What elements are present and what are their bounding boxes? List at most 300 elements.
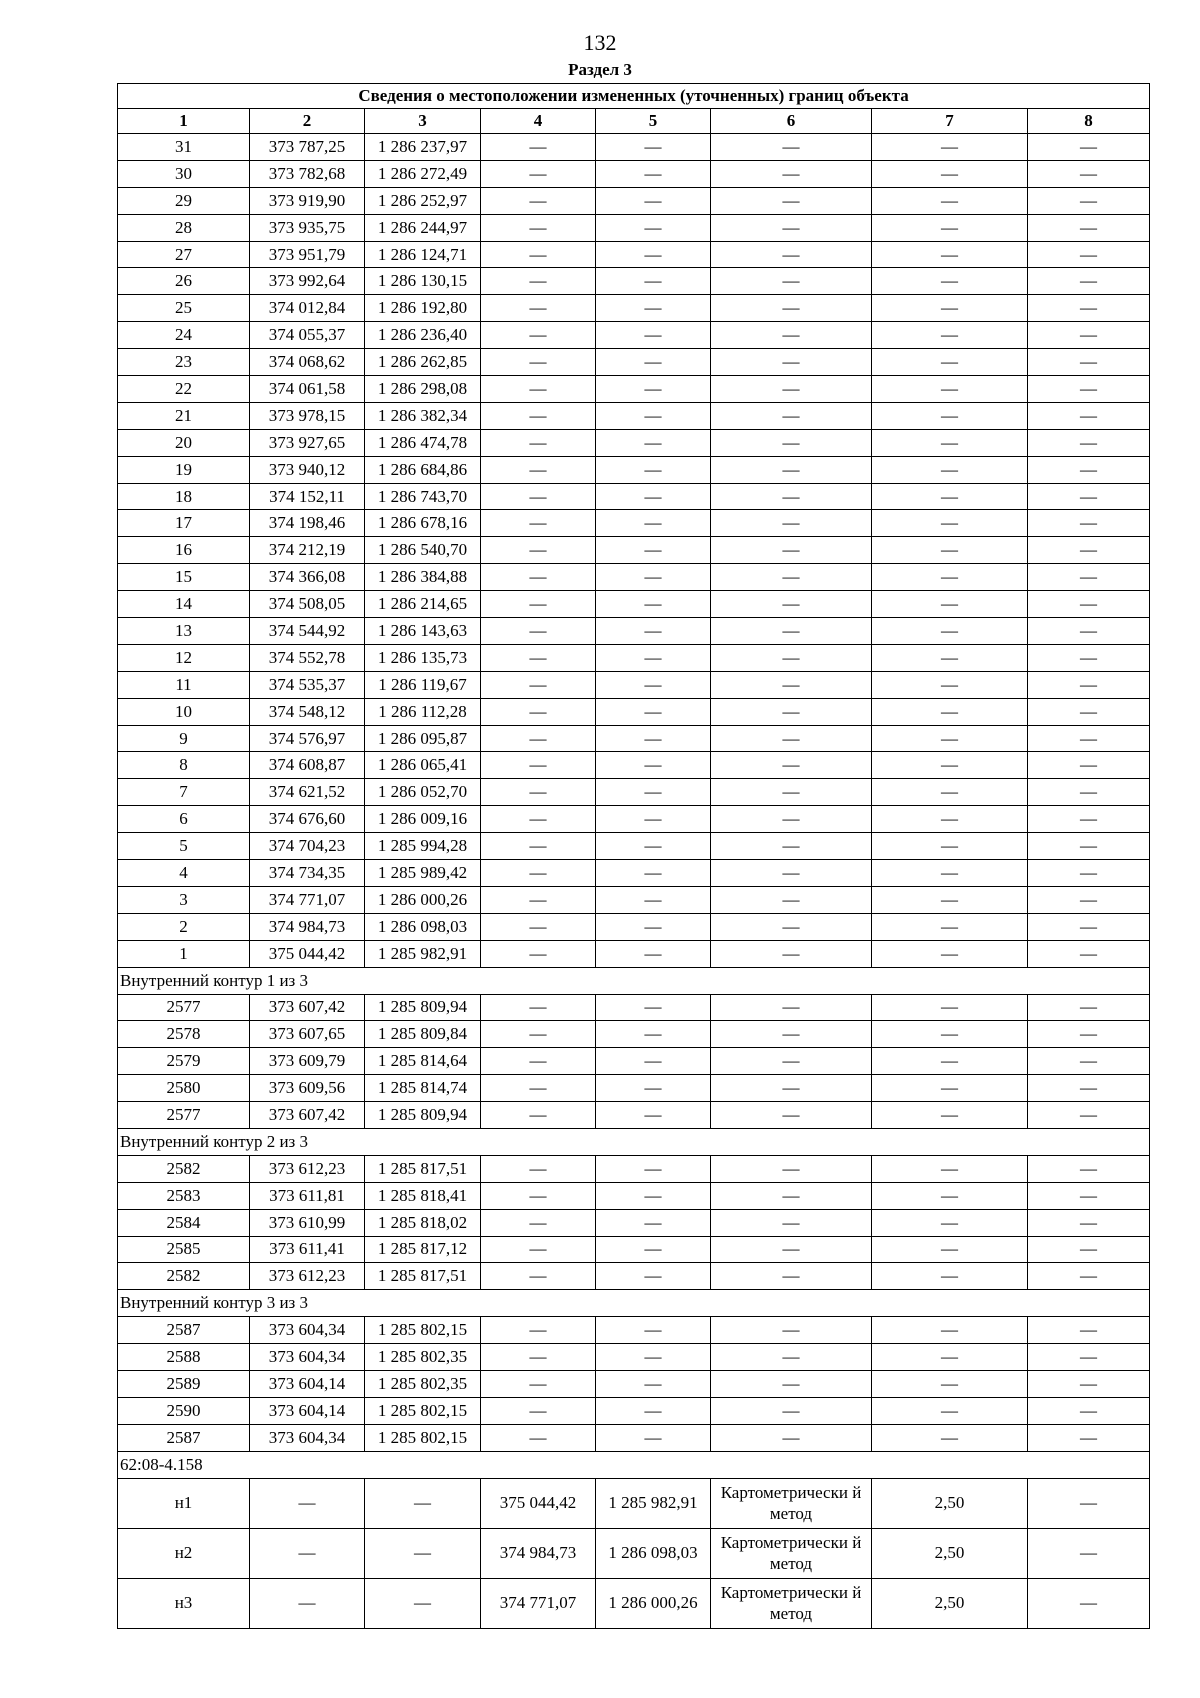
table-cell: — <box>1028 187 1150 214</box>
table-cell: — <box>711 349 872 376</box>
table-cell: — <box>711 241 872 268</box>
table-cell: — <box>596 429 711 456</box>
table-cell: — <box>481 483 596 510</box>
table-cell: — <box>1028 268 1150 295</box>
table-cell: — <box>365 1478 481 1528</box>
table-cell: — <box>1028 671 1150 698</box>
table-cell: — <box>481 322 596 349</box>
table-cell: 373 610,99 <box>250 1209 365 1236</box>
table-cell: — <box>711 268 872 295</box>
table-cell: — <box>872 376 1028 403</box>
table-row <box>118 1236 1150 1263</box>
parcel-label: 62:08-4.158 <box>118 1451 1150 1478</box>
table-cell: — <box>872 591 1028 618</box>
table-row <box>118 1048 1150 1075</box>
table-cell: 374 984,73 <box>481 1528 596 1578</box>
table-cell: 2578 <box>118 1021 250 1048</box>
table-cell: — <box>250 1528 365 1578</box>
table-cell: 18 <box>118 483 250 510</box>
table-cell: — <box>596 1317 711 1344</box>
table-cell: 1 286 214,65 <box>365 591 481 618</box>
column-header: 3 <box>365 109 481 134</box>
table-cell: 1 285 982,91 <box>596 1478 711 1528</box>
table-row <box>118 1344 1150 1371</box>
table-row <box>118 456 1150 483</box>
table-cell: 1 286 119,67 <box>365 671 481 698</box>
table-cell: — <box>365 1578 481 1628</box>
contour-label-row <box>118 967 1150 994</box>
table-cell: — <box>1028 402 1150 429</box>
table-cell: — <box>481 1424 596 1451</box>
table-cell: 23 <box>118 349 250 376</box>
table-cell: 373 607,42 <box>250 994 365 1021</box>
table-cell: 2579 <box>118 1048 250 1075</box>
table-cell: — <box>481 994 596 1021</box>
table-cell: 4 <box>118 860 250 887</box>
table-cell: н1 <box>118 1478 250 1528</box>
table-cell: 1 285 814,74 <box>365 1075 481 1102</box>
table-cell: — <box>596 322 711 349</box>
table-row <box>118 241 1150 268</box>
table-row <box>118 1397 1150 1424</box>
table-cell: 1 285 818,41 <box>365 1182 481 1209</box>
table-cell: 1 285 989,42 <box>365 860 481 887</box>
table-cell: — <box>596 1048 711 1075</box>
table-cell: — <box>872 671 1028 698</box>
table-cell: — <box>1028 376 1150 403</box>
table-cell: 373 612,23 <box>250 1263 365 1290</box>
table-row <box>118 1528 1150 1578</box>
table-cell: — <box>872 698 1028 725</box>
table-cell: — <box>481 806 596 833</box>
boundary-table <box>117 83 1150 1629</box>
table-cell: — <box>596 214 711 241</box>
table-cell: 2,50 <box>872 1478 1028 1528</box>
table-cell: 374 552,78 <box>250 644 365 671</box>
table-cell: — <box>481 1075 596 1102</box>
table-cell: 2582 <box>118 1155 250 1182</box>
table-row <box>118 1155 1150 1182</box>
table-row <box>118 779 1150 806</box>
table-cell: — <box>872 1209 1028 1236</box>
table-cell: Картометрически й метод <box>711 1478 872 1528</box>
table-cell: — <box>1028 618 1150 645</box>
table-cell: — <box>711 994 872 1021</box>
table-row <box>118 376 1150 403</box>
table-cell: — <box>596 160 711 187</box>
table-cell: — <box>872 456 1028 483</box>
table-cell: 2590 <box>118 1397 250 1424</box>
table-cell: — <box>481 349 596 376</box>
table-cell: 1 285 802,15 <box>365 1317 481 1344</box>
table-cell: — <box>1028 644 1150 671</box>
table-cell: — <box>596 510 711 537</box>
table-cell: — <box>711 1236 872 1263</box>
table-cell: — <box>711 833 872 860</box>
table-cell: — <box>481 1370 596 1397</box>
table-cell: — <box>596 1182 711 1209</box>
table-cell: — <box>596 376 711 403</box>
table-cell: — <box>711 779 872 806</box>
table-cell: 1 286 098,03 <box>365 913 481 940</box>
table-cell: 1 286 000,26 <box>596 1578 711 1628</box>
table-cell: — <box>596 187 711 214</box>
table-cell: — <box>1028 1236 1150 1263</box>
table-cell: 1 286 098,03 <box>596 1528 711 1578</box>
table-cell: 1 286 244,97 <box>365 214 481 241</box>
table-cell: 375 044,42 <box>481 1478 596 1528</box>
table-cell: — <box>596 402 711 429</box>
table-cell: — <box>711 1021 872 1048</box>
table-cell: — <box>872 1021 1028 1048</box>
table-cell: — <box>872 1236 1028 1263</box>
table-cell: — <box>1028 456 1150 483</box>
table-cell: — <box>872 1370 1028 1397</box>
table-row <box>118 268 1150 295</box>
table-cell: — <box>872 322 1028 349</box>
table-cell: 1 286 112,28 <box>365 698 481 725</box>
table-cell: — <box>711 214 872 241</box>
table-cell: — <box>711 456 872 483</box>
table-cell: — <box>872 429 1028 456</box>
column-header: 1 <box>118 109 250 134</box>
table-cell: 374 061,58 <box>250 376 365 403</box>
table-cell: 10 <box>118 698 250 725</box>
table-cell: — <box>872 510 1028 537</box>
table-cell: — <box>481 1209 596 1236</box>
table-row <box>118 510 1150 537</box>
table-cell: — <box>872 779 1028 806</box>
table-cell: 13 <box>118 618 250 645</box>
table-cell: 1 286 743,70 <box>365 483 481 510</box>
table-cell: — <box>872 1182 1028 1209</box>
column-header: 4 <box>481 109 596 134</box>
table-cell: — <box>711 1344 872 1371</box>
table-cell: 1 286 237,97 <box>365 134 481 161</box>
table-cell: 5 <box>118 833 250 860</box>
table-cell: 1 286 130,15 <box>365 268 481 295</box>
table-cell: — <box>1028 1317 1150 1344</box>
table-cell: — <box>1028 725 1150 752</box>
table-cell: 1 286 236,40 <box>365 322 481 349</box>
table-cell: — <box>596 591 711 618</box>
table-cell: — <box>711 429 872 456</box>
table-cell: 374 771,07 <box>481 1578 596 1628</box>
table-cell: — <box>596 618 711 645</box>
table-cell: 1 286 143,63 <box>365 618 481 645</box>
table-cell: — <box>481 1263 596 1290</box>
table-cell: — <box>250 1478 365 1528</box>
table-cell: — <box>872 160 1028 187</box>
table-cell: — <box>711 134 872 161</box>
table-cell: — <box>596 725 711 752</box>
table-cell: — <box>1028 1344 1150 1371</box>
table-cell: — <box>1028 1182 1150 1209</box>
table-cell: — <box>596 1424 711 1451</box>
table-cell: — <box>711 537 872 564</box>
table-cell: — <box>481 402 596 429</box>
contour-label-row <box>118 1128 1150 1155</box>
table-cell: 374 508,05 <box>250 591 365 618</box>
table-cell: 374 544,92 <box>250 618 365 645</box>
table-cell: 374 984,73 <box>250 913 365 940</box>
table-cell: — <box>711 1155 872 1182</box>
table-cell: 373 992,64 <box>250 268 365 295</box>
table-row <box>118 940 1150 967</box>
table-cell: — <box>481 1236 596 1263</box>
table-cell: — <box>711 1209 872 1236</box>
table-cell: — <box>596 1021 711 1048</box>
table-cell: — <box>596 134 711 161</box>
table-cell: — <box>711 671 872 698</box>
table-cell: — <box>596 483 711 510</box>
table-cell: 374 548,12 <box>250 698 365 725</box>
table-cell: 373 782,68 <box>250 160 365 187</box>
table-cell: 1 286 135,73 <box>365 644 481 671</box>
table-cell: — <box>596 940 711 967</box>
table-cell: 1 286 382,34 <box>365 402 481 429</box>
table-cell: — <box>481 564 596 591</box>
table-cell: — <box>872 268 1028 295</box>
table-cell: 29 <box>118 187 250 214</box>
table-row <box>118 349 1150 376</box>
table-cell: — <box>1028 886 1150 913</box>
table-cell: — <box>1028 1528 1150 1578</box>
table-cell: 373 604,34 <box>250 1424 365 1451</box>
table-cell: — <box>481 268 596 295</box>
table-cell: 1 286 474,78 <box>365 429 481 456</box>
table-cell: 25 <box>118 295 250 322</box>
table-cell: — <box>1028 591 1150 618</box>
table-row <box>118 214 1150 241</box>
table-cell: 2583 <box>118 1182 250 1209</box>
table-cell: — <box>872 886 1028 913</box>
table-cell: 6 <box>118 806 250 833</box>
table-cell: — <box>481 295 596 322</box>
table-row <box>118 1424 1150 1451</box>
table-row <box>118 725 1150 752</box>
table-cell: — <box>711 1424 872 1451</box>
table-cell: — <box>596 644 711 671</box>
table-cell: 31 <box>118 134 250 161</box>
table-cell: — <box>596 1209 711 1236</box>
table-row <box>118 833 1150 860</box>
table-cell: 373 607,42 <box>250 1102 365 1129</box>
table-cell: — <box>711 1102 872 1129</box>
table-cell: — <box>481 860 596 887</box>
table-cell: — <box>481 160 596 187</box>
table-row <box>118 564 1150 591</box>
table-cell: 24 <box>118 322 250 349</box>
table-cell: — <box>596 537 711 564</box>
table-cell: 1 <box>118 940 250 967</box>
table-cell: — <box>872 349 1028 376</box>
table-cell: 1 285 817,51 <box>365 1155 481 1182</box>
table-cell: — <box>872 241 1028 268</box>
table-cell: 7 <box>118 779 250 806</box>
table-row <box>118 537 1150 564</box>
table-row <box>118 134 1150 161</box>
table-row <box>118 1021 1150 1048</box>
table-cell: — <box>872 1102 1028 1129</box>
table-row <box>118 886 1150 913</box>
table-row <box>118 1102 1150 1129</box>
table-cell: — <box>872 187 1028 214</box>
table-cell: — <box>1028 1397 1150 1424</box>
table-cell: 373 951,79 <box>250 241 365 268</box>
table-cell: — <box>481 671 596 698</box>
table-cell: — <box>1028 940 1150 967</box>
table-cell: 1 286 124,71 <box>365 241 481 268</box>
table-cell: — <box>872 483 1028 510</box>
table-cell: 374 068,62 <box>250 349 365 376</box>
parcel-label-row <box>118 1451 1150 1478</box>
table-cell: — <box>711 160 872 187</box>
table-row <box>118 1263 1150 1290</box>
column-header-row <box>118 109 1150 134</box>
table-cell: — <box>872 1155 1028 1182</box>
table-cell: 373 978,15 <box>250 402 365 429</box>
table-cell: — <box>1028 160 1150 187</box>
table-cell: — <box>481 1182 596 1209</box>
table-cell: — <box>481 752 596 779</box>
table-cell: — <box>481 1317 596 1344</box>
table-cell: — <box>1028 1075 1150 1102</box>
table-row <box>118 1182 1150 1209</box>
table-cell: — <box>711 1317 872 1344</box>
table-cell: н2 <box>118 1528 250 1578</box>
table-cell: — <box>1028 214 1150 241</box>
table-cell: — <box>872 618 1028 645</box>
table-row <box>118 483 1150 510</box>
table-cell: — <box>481 1344 596 1371</box>
table-cell: — <box>481 591 596 618</box>
table-cell: — <box>481 456 596 483</box>
table-cell: — <box>711 1370 872 1397</box>
table-cell: — <box>481 1048 596 1075</box>
table-cell: — <box>872 1075 1028 1102</box>
table-cell: 1 286 272,49 <box>365 160 481 187</box>
table-cell: 373 604,34 <box>250 1344 365 1371</box>
table-cell: 374 771,07 <box>250 886 365 913</box>
table-cell: — <box>1028 564 1150 591</box>
table-cell: 374 366,08 <box>250 564 365 591</box>
table-cell: — <box>1028 1021 1150 1048</box>
table-cell: — <box>711 860 872 887</box>
table-row <box>118 994 1150 1021</box>
table-cell: — <box>711 1182 872 1209</box>
table-cell: 1 286 192,80 <box>365 295 481 322</box>
table-cell: 1 286 684,86 <box>365 456 481 483</box>
table-cell: — <box>596 994 711 1021</box>
table-cell: 15 <box>118 564 250 591</box>
table-cell: — <box>711 295 872 322</box>
table-cell: 26 <box>118 268 250 295</box>
table-cell: — <box>481 1155 596 1182</box>
table-title-row <box>118 84 1150 109</box>
table-cell: — <box>596 671 711 698</box>
table-cell: — <box>711 483 872 510</box>
table-cell: — <box>872 1424 1028 1451</box>
table-cell: — <box>596 698 711 725</box>
column-header: 5 <box>596 109 711 134</box>
table-row <box>118 1075 1150 1102</box>
table-cell: 373 927,65 <box>250 429 365 456</box>
table-cell: — <box>872 940 1028 967</box>
table-cell: 2585 <box>118 1236 250 1263</box>
table-body <box>118 84 1150 1629</box>
table-cell: — <box>481 940 596 967</box>
table-cell: — <box>872 1263 1028 1290</box>
table-cell: 374 152,11 <box>250 483 365 510</box>
table-row <box>118 160 1150 187</box>
column-header: 7 <box>872 109 1028 134</box>
table-cell: — <box>1028 537 1150 564</box>
table-cell: Картометрически й метод <box>711 1528 872 1578</box>
table-cell: — <box>596 1075 711 1102</box>
table-cell: — <box>1028 752 1150 779</box>
table-row <box>118 913 1150 940</box>
table-cell: — <box>481 537 596 564</box>
table-cell: — <box>1028 1209 1150 1236</box>
table-cell: — <box>365 1528 481 1578</box>
table-cell: — <box>1028 483 1150 510</box>
table-cell: 374 012,84 <box>250 295 365 322</box>
table-cell: — <box>872 833 1028 860</box>
table-cell: — <box>596 806 711 833</box>
table-cell: — <box>596 1102 711 1129</box>
table-row <box>118 806 1150 833</box>
table-cell: 19 <box>118 456 250 483</box>
table-cell: — <box>872 564 1028 591</box>
table-cell: — <box>481 510 596 537</box>
table-cell: — <box>711 698 872 725</box>
table-cell: — <box>711 940 872 967</box>
table-cell: — <box>481 241 596 268</box>
table-cell: — <box>596 860 711 887</box>
table-cell: — <box>711 402 872 429</box>
table-cell: 375 044,42 <box>250 940 365 967</box>
table-cell: 1 285 817,12 <box>365 1236 481 1263</box>
table-cell: — <box>872 644 1028 671</box>
section-title: Раздел 3 <box>568 60 632 79</box>
table-cell: — <box>711 1397 872 1424</box>
table-cell: 374 676,60 <box>250 806 365 833</box>
table-cell: — <box>1028 241 1150 268</box>
table-cell: 1 286 095,87 <box>365 725 481 752</box>
table-cell: 3 <box>118 886 250 913</box>
table-cell: — <box>481 1102 596 1129</box>
table-cell: 374 212,19 <box>250 537 365 564</box>
table-cell: 1 285 802,35 <box>365 1344 481 1371</box>
table-cell: — <box>481 886 596 913</box>
table-cell: 373 604,14 <box>250 1397 365 1424</box>
table-cell: — <box>872 214 1028 241</box>
table-cell: 2587 <box>118 1424 250 1451</box>
table-cell: 14 <box>118 591 250 618</box>
table-cell: — <box>872 295 1028 322</box>
contour-label: Внутренний контур 2 из 3 <box>118 1128 1150 1155</box>
table-cell: 2587 <box>118 1317 250 1344</box>
table-cell: — <box>872 1344 1028 1371</box>
table-cell: — <box>481 644 596 671</box>
table-row <box>118 644 1150 671</box>
table-cell: 2580 <box>118 1075 250 1102</box>
table-cell: — <box>711 644 872 671</box>
table-cell: 1 285 802,15 <box>365 1397 481 1424</box>
table-row <box>118 1478 1150 1528</box>
table-cell: — <box>711 913 872 940</box>
